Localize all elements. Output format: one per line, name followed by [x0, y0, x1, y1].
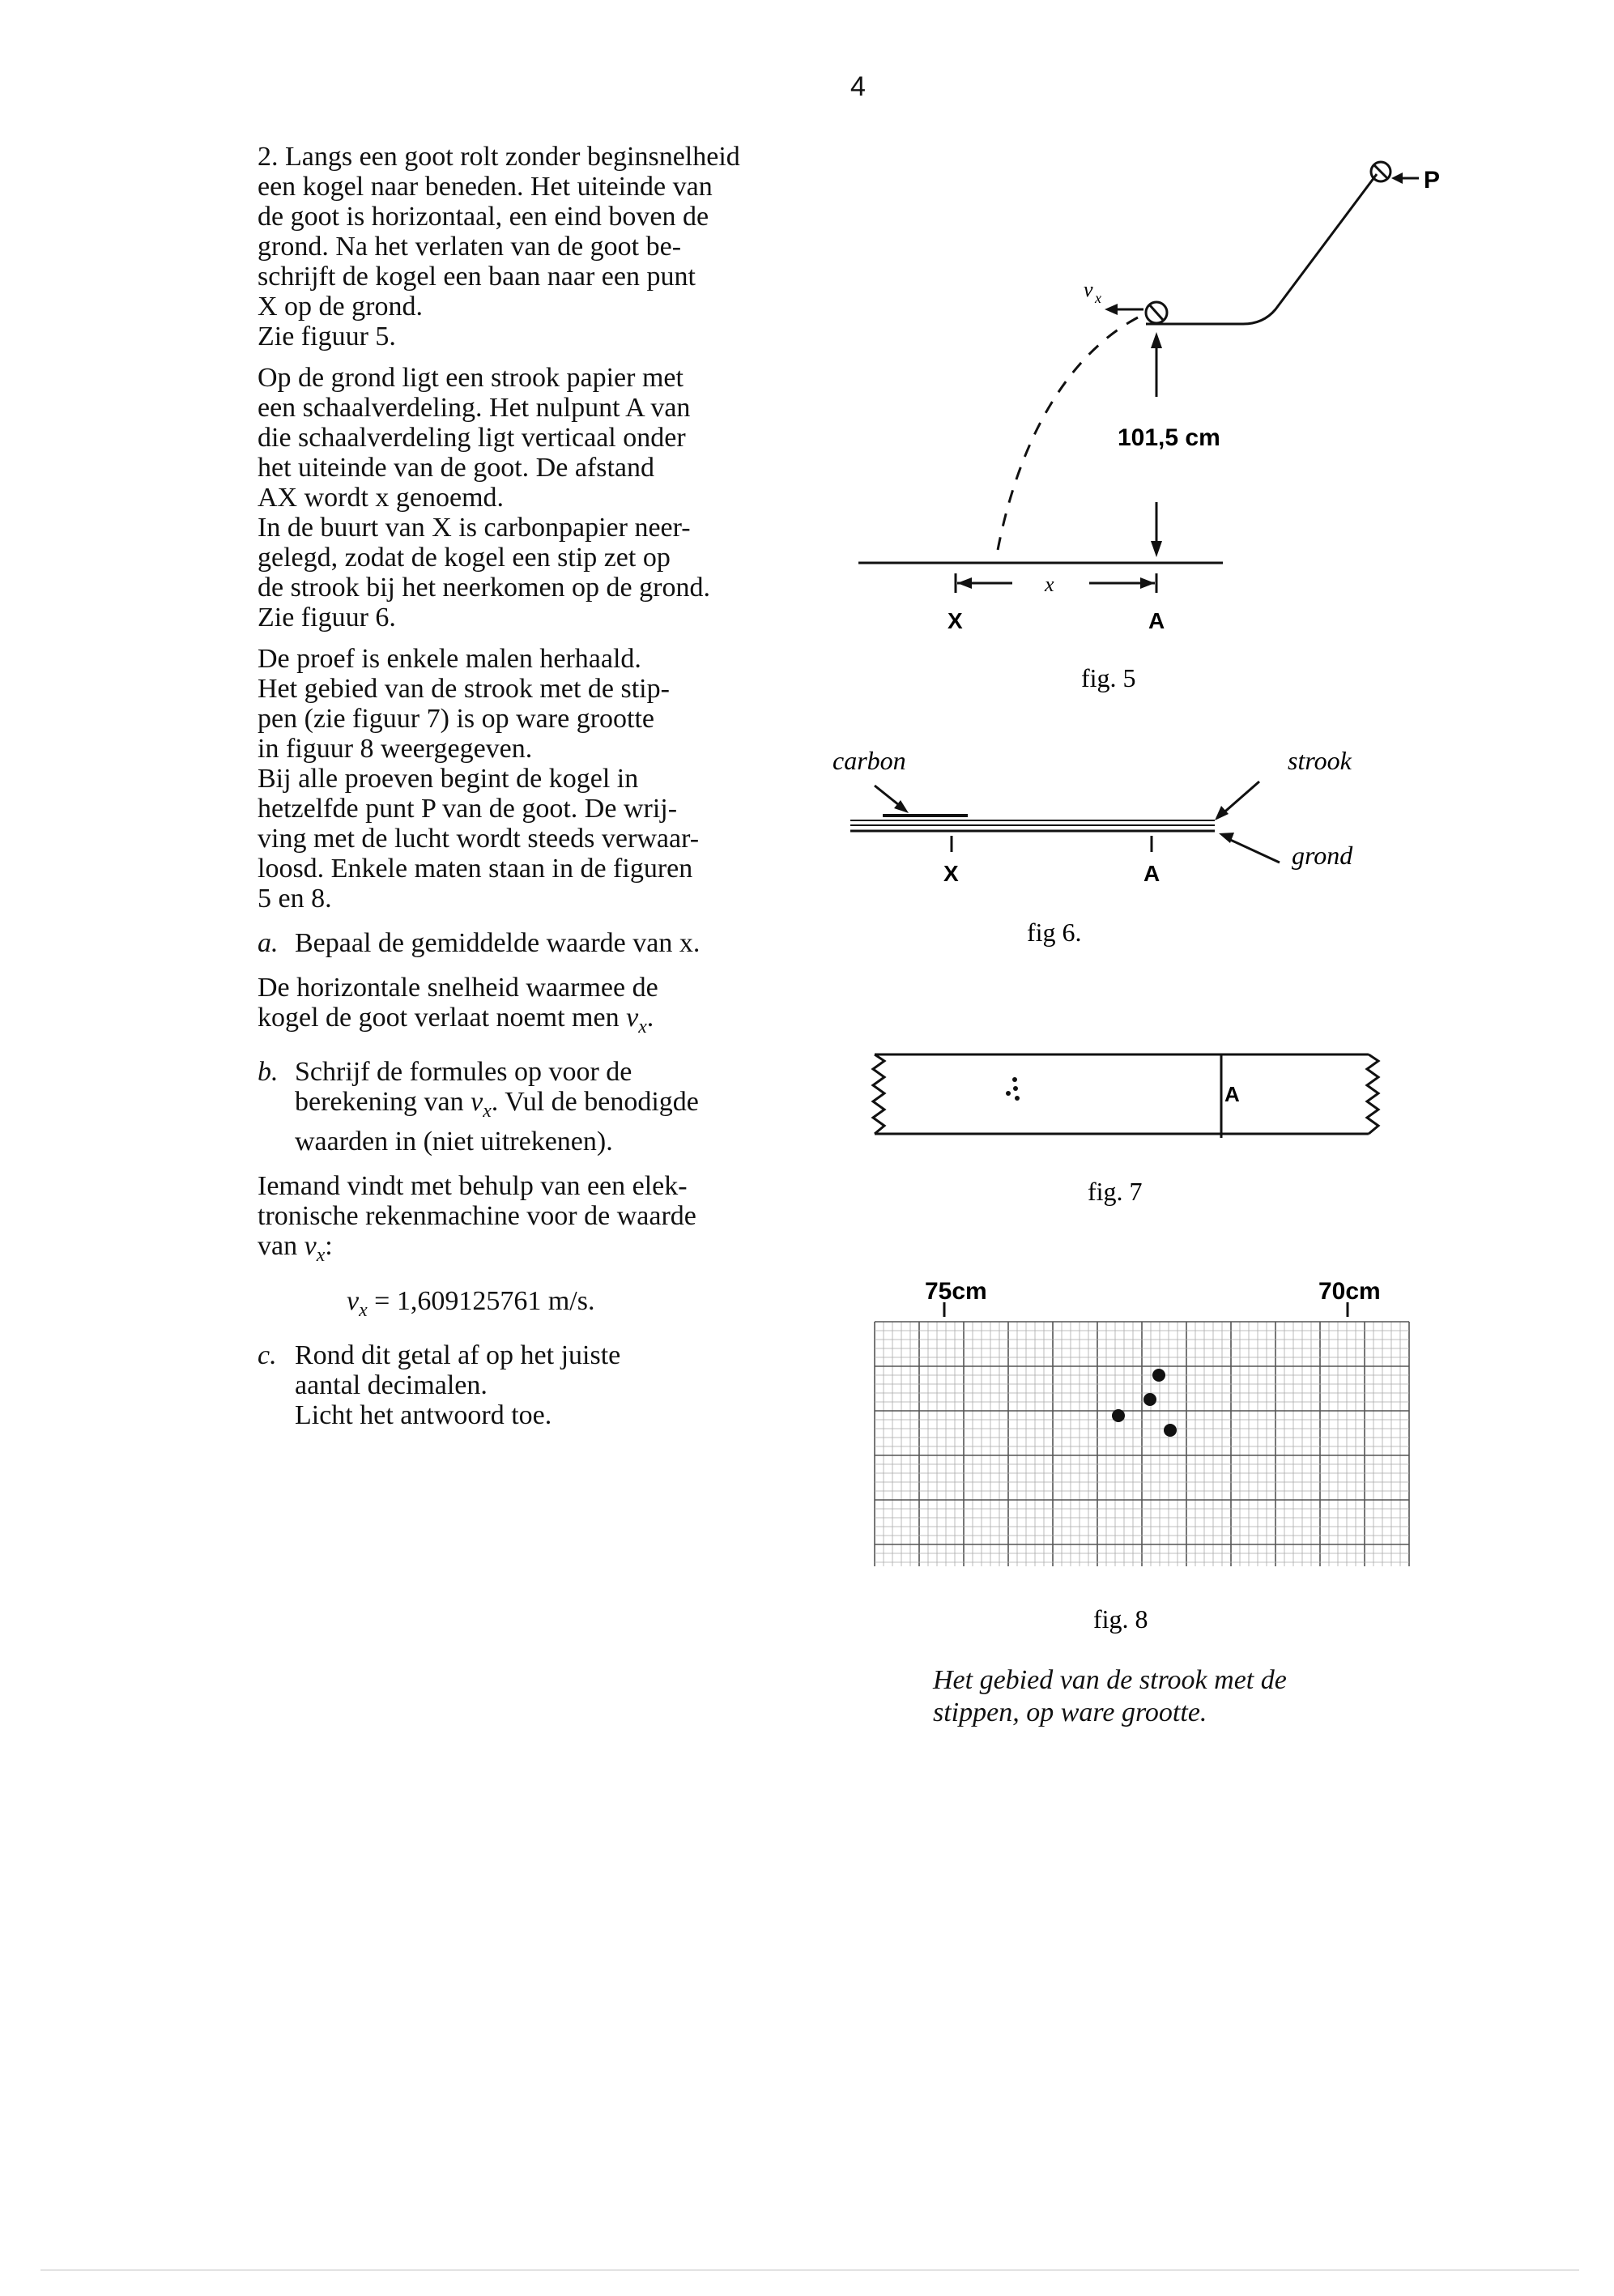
fig5-vx-arrow-head — [1105, 304, 1118, 315]
fig5-x-arrow-left-head — [957, 577, 972, 589]
fig8-dot-1 — [1152, 1369, 1165, 1382]
question-intro: 2. Langs een goot rolt zonder beginsnelheid een kogel naar beneden. Het uiteinde van de goot is horizontaal, een eind boven de grond. Na het verlaten van de goot be- schrijft de kogel een baan naar een punt X op de grond. Zie figuur 5. — [258, 142, 740, 351]
subquestion-c-letter: c. — [258, 1340, 277, 1371]
fig6-grond-label: grond — [1292, 841, 1353, 870]
fig5-label-X: X — [948, 608, 963, 633]
fig5-height-label: 101,5 cm — [1118, 424, 1220, 451]
fig8-caption: fig. 8 — [1093, 1604, 1148, 1634]
fig6-caption: fig 6. — [1027, 918, 1082, 947]
subquestion-b-letter: b. — [258, 1056, 279, 1087]
figure-5 — [850, 138, 1466, 713]
fig5-height-arrow-up-head — [1151, 332, 1162, 348]
question-text — [258, 142, 841, 1430]
fig5-caption: fig. 5 — [1081, 663, 1136, 692]
fig5-goot — [1146, 174, 1377, 324]
paragraph-2: Op de grond ligt een strook papier met een schaalverdeling. Het nulpunt A van die schaalverdeling ligt verticaal onder het uiteinde van de goot. De afstand AX wordt x genoemd. In de buurt van X is carbonpapier neer- gelegd, zodat de kogel een stip zet op de strook bij het neerkomen op de grond. Zie figuur 6. — [258, 363, 710, 633]
fig8-caption-text: Het gebied van de strook met de stippen, op ware grootte. — [933, 1665, 1287, 1727]
fig6-strook-label: strook — [1288, 746, 1352, 775]
fig7-break-left — [873, 1054, 884, 1134]
subquestion-c-text: Rond dit getal af op het juiste aantal decimalen. Licht het antwoord toe. — [295, 1340, 621, 1431]
fig5-height-arrow-down-head — [1151, 541, 1162, 557]
fig8-grid — [875, 1322, 1409, 1566]
fig7-label-A: A — [1224, 1082, 1240, 1106]
fig7-dot-3 — [1015, 1096, 1020, 1101]
subquestion-a — [258, 928, 841, 958]
fig6-grond-arrow — [1227, 838, 1280, 863]
fig6-label-A: A — [1143, 861, 1160, 886]
figure-8 — [858, 1272, 1425, 1644]
page-number: 4 — [850, 71, 866, 102]
fig7-dot-1 — [1006, 1091, 1011, 1096]
fig7-dot-2 — [1013, 1086, 1018, 1091]
subquestion-c — [258, 1340, 841, 1430]
fig6-label-X: X — [943, 861, 959, 886]
subquestion-b-text: Schrijf de formules op voor de berekening van $v_x$. Vul de benodigde waarden in (niet uitrekenen). — [295, 1056, 699, 1157]
fig5-trajectory — [996, 317, 1138, 559]
fig8-dot-2 — [1143, 1393, 1156, 1406]
fig7-caption: fig. 7 — [1088, 1177, 1143, 1206]
velocity-equation: $v_x = 1,609125761$ m/s. — [347, 1286, 595, 1322]
subquestion-a-letter: a. — [258, 928, 279, 958]
paragraph-4: De horizontale snelheid waarmee de kogel de goot verlaat noemt men $v_x$. — [258, 973, 658, 1037]
fig6-strook-arrow — [1220, 782, 1259, 816]
fig5-label-x-dist: x — [1045, 573, 1054, 596]
fig8-dot-3 — [1112, 1409, 1125, 1422]
subquestion-b — [258, 1057, 841, 1157]
fig5-label-p: P — [1424, 167, 1441, 194]
paragraph-5: Iemand vindt met behulp van een elek- tronische rekenmachine voor de waarde van $v_x$: — [258, 1170, 696, 1266]
bottom-rule — [40, 2269, 1579, 2271]
subquestion-a-text: Bepaal de gemiddelde waarde van x. — [295, 928, 701, 958]
fig5-label-A: A — [1148, 608, 1165, 633]
figure-6 — [826, 737, 1409, 964]
fig8-label-right: 70cm — [1318, 1278, 1381, 1305]
fig5-arrow-p-head — [1391, 173, 1403, 184]
fig5-label-vx: v — [1084, 278, 1093, 301]
fig5-label-vx-sub: x — [1095, 290, 1101, 306]
question-number: 2. — [258, 142, 279, 172]
fig7-break-right — [1367, 1054, 1378, 1134]
fig8-label-left: 75cm — [925, 1278, 987, 1305]
paragraph-3: De proef is enkele malen herhaald. Het gebied van de strook met de stip- pen (zie figuur 7) is op ware grootte in figuur 8 weergegeven. Bij alle proeven begint de kogel in hetzelfde punt P van de goot. De wrij- ving met de lucht wordt steeds verwaar- loosd. Enkele maten staan in de figuren 5 en 8. — [258, 644, 700, 914]
figure-7 — [858, 1037, 1393, 1215]
fig5-ball-end-hatch — [1150, 305, 1163, 320]
fig6-strook-arrow-head — [1215, 806, 1229, 820]
fig8-dot-4 — [1164, 1424, 1177, 1437]
fig7-dot-4 — [1012, 1077, 1017, 1082]
fig6-carbon-label: carbon — [833, 746, 906, 775]
fig5-x-arrow-right-head — [1140, 577, 1155, 589]
